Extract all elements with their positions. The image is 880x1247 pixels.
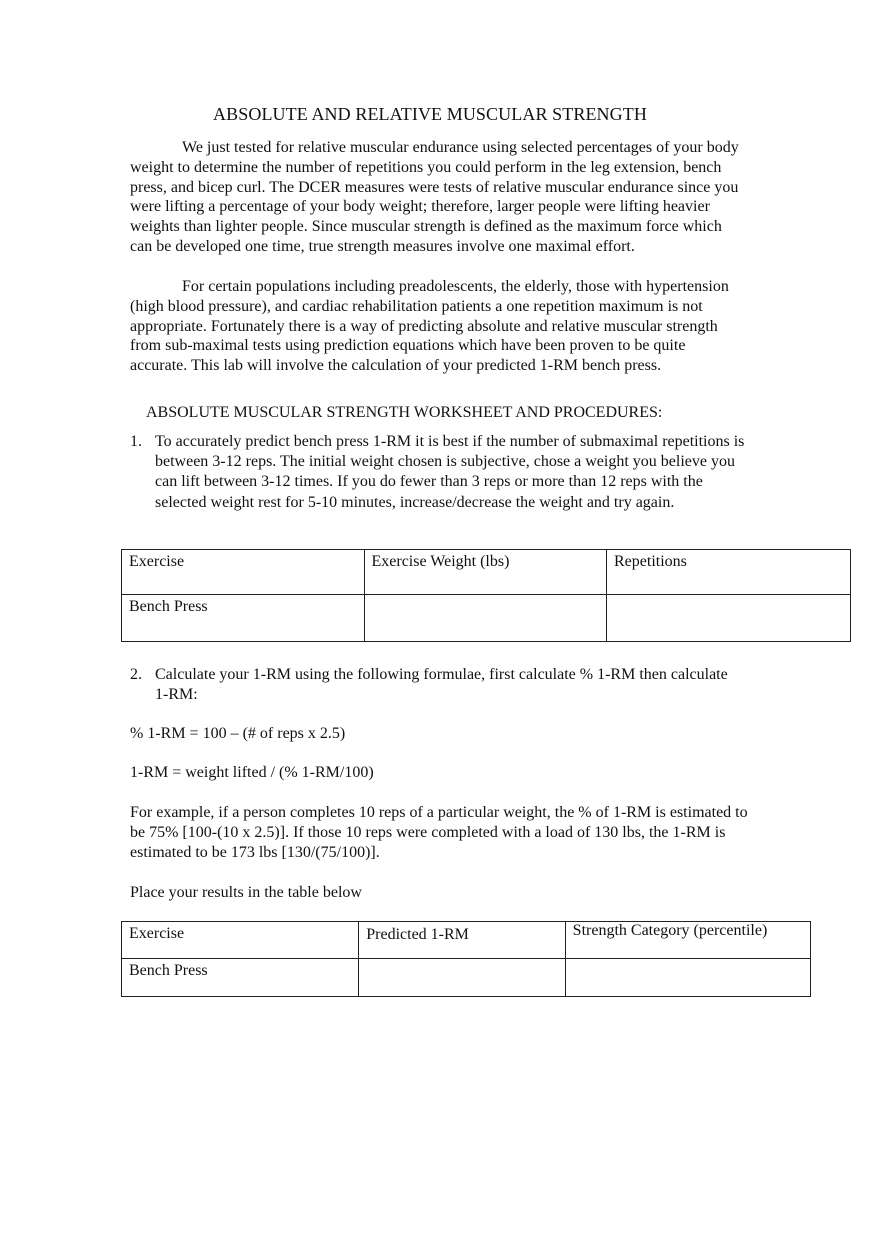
step-2-text: Calculate your 1-RM using the following formulae, first calculate % 1-RM then calculate 1-RM: <box>155 666 728 704</box>
formula-percent-1rm: % 1-RM = 100 – (# of reps x 2.5) <box>130 725 346 742</box>
cell-repetitions[interactable] <box>607 595 851 642</box>
section-heading: ABSOLUTE MUSCULAR STRENGTH WORKSHEET AND PROCEDURES: <box>146 404 663 421</box>
cell-exercise: Bench Press <box>122 959 359 997</box>
header-exercise: Exercise <box>122 922 359 959</box>
step-1-text: To accurately predict bench press 1-RM it is best if the number of submaximal repetitions is between 3-12 reps. The initial weight chosen is subjective, chose a weight you believe you can lift between 3-12 times. If you do fewer than 3 reps or more than 12 reps with the selected weight rest for 5-10 minutes, increase/decrease the weight and try again. <box>155 433 745 511</box>
table-row <box>122 595 851 642</box>
step-2-number: 2. <box>130 666 142 683</box>
place-results-text: Place your results in the table below <box>130 884 362 901</box>
header-exercise: Exercise <box>122 550 365 595</box>
formula-1rm: 1-RM = weight lifted / (% 1-RM/100) <box>130 764 374 781</box>
document-title: ABSOLUTE AND RELATIVE MUSCULAR STRENGTH <box>213 104 647 124</box>
header-exercise-weight: Exercise Weight (lbs) <box>364 550 607 595</box>
table-row <box>122 959 811 997</box>
cell-exercise: Bench Press <box>122 595 365 642</box>
cell-strength-category[interactable] <box>565 959 810 997</box>
cell-predicted-1rm[interactable] <box>359 959 565 997</box>
repetitions-table <box>121 549 851 642</box>
table-header-row <box>122 922 811 959</box>
results-table <box>121 921 811 997</box>
header-strength-category: Strength Category (percentile) <box>565 922 810 959</box>
intro-paragraph-2: For certain populations including preadolescents, the elderly, those with hypertension (high blood pressure), and cardiac rehabilitation patients a one repetition maximum is not appropriate. Fortunately there is a way of predicting absolute and relative muscular strength from sub-maximal tests using prediction equations which have been proven to be quite accurate. This lab will involve the calculation of your predicted 1-RM bench press. <box>130 278 729 375</box>
cell-exercise-weight[interactable] <box>364 595 607 642</box>
header-predicted-1rm: Predicted 1-RM <box>359 922 565 959</box>
table-header-row <box>122 550 851 595</box>
example-paragraph: For example, if a person completes 10 reps of a particular weight, the % of 1-RM is estimated to be 75% [100-(10 x 2.5)]. If those 10 reps were completed with a load of 130 lbs, the 1-RM is estimated to be 173 lbs [130/(75/100)]. <box>130 804 748 861</box>
step-1-number: 1. <box>130 433 142 450</box>
intro-paragraph-1: We just tested for relative muscular endurance using selected percentages of your body weight to determine the number of repetitions you could perform in the leg extension, bench press, and bicep curl. The DCER measures were tests of relative muscular endurance since you were lifting a percentage of your body weight; therefore, larger people were lifting heavier weights than lighter people. Since muscular strength is defined as the maximum force which can be developed one time, true strength measures involve one maximal effort. <box>130 139 739 255</box>
header-repetitions: Repetitions <box>607 550 851 595</box>
